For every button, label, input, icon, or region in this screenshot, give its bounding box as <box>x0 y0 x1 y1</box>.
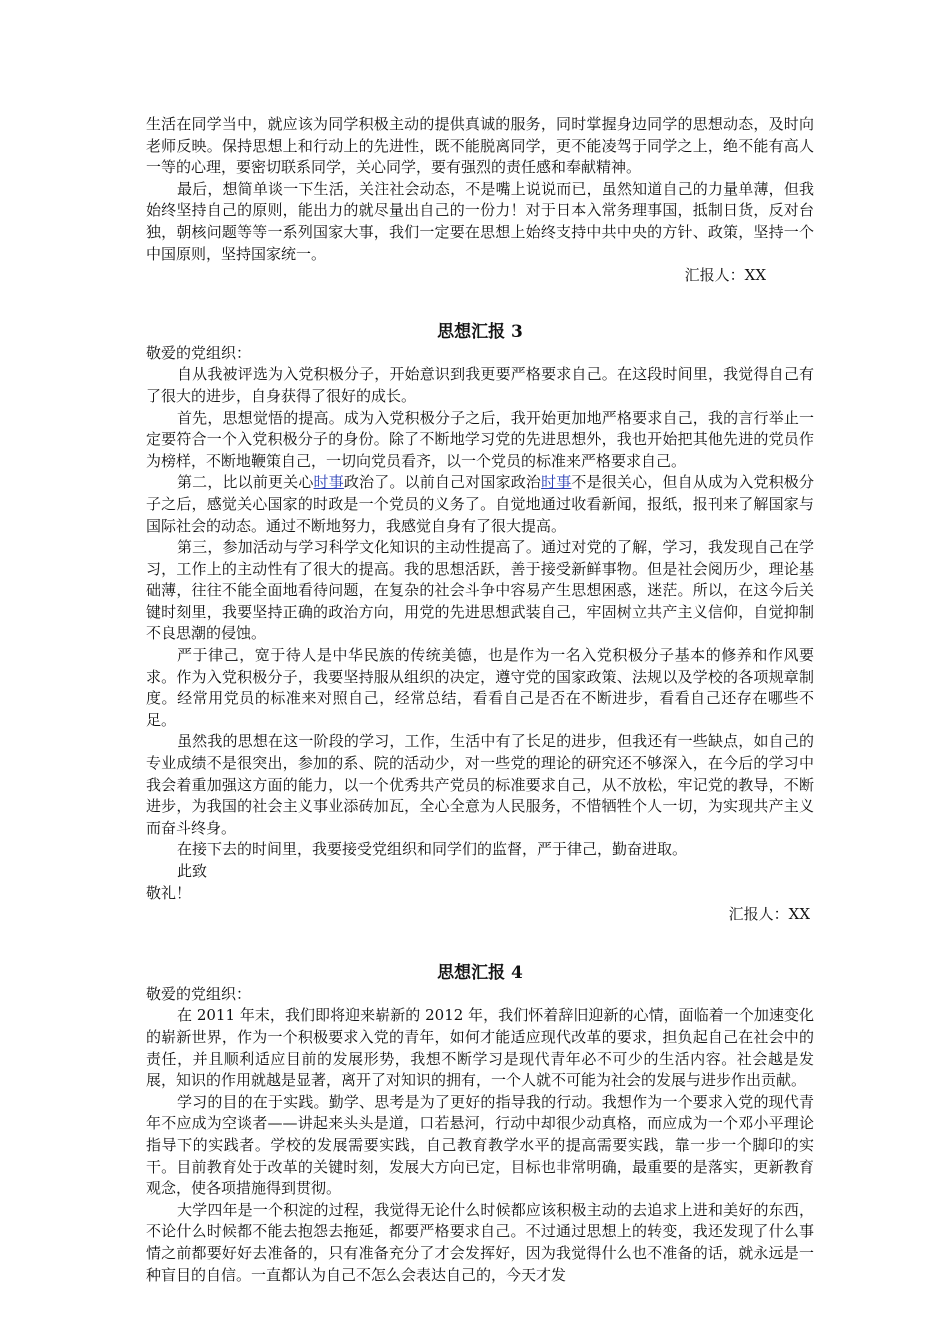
paragraph: 虽然我的思想在这一阶段的学习，工作，生活中有了长足的进步，但我还有一些缺点，如自己的专业成绩不是很突出，参加的系、院的活动少，对一些党的理论的研究还不够深入，在今后的学习中我会着重加强这方面的能力，以一个优秀共产党员的标准要求自己，从不放松，牢记党的教导，不断进步，为我国的社会主义事业添砖加瓦，全心全意为人民服务，不惜牺牲个人一切，为实现共产主义而奋斗终身。 <box>146 732 814 837</box>
signature: 汇报人：XX <box>684 266 766 285</box>
previous-report-section <box>146 114 814 287</box>
paragraph: 学习的目的在于实践。勤学、思考是为了更好的指导我的行动。我想作为一个要求入党的现代青年不应成为空谈者——讲起来头头是道，口若悬河，行动中却很少动真格，而应成为一个邓小平理论指导下的实践者。学校的发展需要实践，自己教育教学水平的提高需要实践，靠一步一个脚印的实干。目前教育处于改革的关键时刻，发展大方向已定，目标也非常明确，最重要的是落实，更新教育观念，使各项措施得到贯彻。 <box>146 1092 814 1198</box>
text-run: 第二，比以前更关心 <box>177 473 314 492</box>
paragraph: 第三，参加活动与学习科学文化知识的主动性提高了。通过对党的了解，学习，我发现自己在学习，工作上的主动性有了很大的提高。我的思想活跃，善于接受新鲜事物。但是社会阅历少，理论基础薄，往往不能全面地看待问题，在复杂的社会斗争中容易产生思想困惑，迷茫。所以，在这今后关键时刻里，我要坚持正确的政治方向，用党的先进思想武装自己，牢固树立共产主义信仰，自觉抑制不良思潮的侵蚀。 <box>146 538 814 643</box>
report-3-section <box>146 321 814 926</box>
current-affairs-link[interactable]: 时事 <box>313 473 344 492</box>
paragraph: 首先，思想觉悟的提高。成为入党积极分子之后，我开始更加地严格要求自己，我的言行举止一定要符合一个入党积极分子的身份。除了不断地学习党的先进思想外，我也开始把其他先进的党员作为榜样，不断地鞭策自己，一切向党员看齐，以一个党员的标准来严格要求自己。 <box>146 408 814 470</box>
closing-line: 此致 <box>177 862 208 880</box>
paragraph: 严于律己，宽于待人是中华民族的传统美德，也是作为一名入党积极分子基本的修养和作风要求。作为入党积极分子，我要坚持服从组织的决定，遵守党的国家政策、法规以及学校的各项规章制度。经常用党员的标准来对照自己，经常总结，看看自己是否在不断进步，看看自己还存在哪些不足。 <box>146 646 814 729</box>
text-run: 政治了。以前自己对国家政治 <box>343 473 542 492</box>
paragraph: 在接下去的时间里，我要接受党组织和同学们的监督，严于律己，勤奋进取。 <box>177 840 688 859</box>
document-page <box>146 114 814 1286</box>
closing-line: 敬礼！ <box>146 883 192 902</box>
paragraph: 在 2011 年末，我们即将迎来崭新的 2012 年，我们怀着辞旧迎新的心情，面临着一个加速变化的崭新世界，作为一个积极要求入党的青年，如何才能适应现代改革的要求，担负起自己在社会中的责任，并且顺利适应目前的发展形势，我想不断学习是现代青年必不可少的生活内容。社会越是发展，知识的作用就越是显著，离开了对知识的拥有，一个人就不可能为社会的发展与进步作出贡献。 <box>146 1006 814 1090</box>
paragraph <box>146 472 814 537</box>
salutation: 敬爱的党组织： <box>146 984 252 1003</box>
signature: 汇报人：XX <box>728 905 810 924</box>
text-run: 不是很关心，但自从成为入党积极分子之后，感觉关心国家的时政是一个党员的义务了。自觉地通过收看新闻，报纸，报刊来了解国家与国际社会的动态。通过不断地努力，我感觉自身有了很大提高。 <box>146 473 814 535</box>
paragraph: 自从我被评选为入党积极分子，开始意识到我更要严格要求自己。在这段时间里，我觉得自己有了很大的进步，自身获得了很好的成长。 <box>146 365 814 405</box>
paragraph: 最后，想简单谈一下生活，关注社会动态，不是嘴上说说而已，虽然知道自己的力量单薄，但我始终坚持自己的原则，能出力的就尽量出自己的一份力！对于日本入常务理事国，抵制日货，反对台独，朝核问题等等一系列国家大事，我们一定要在思想上始终支持中共中央的方针、政策，坚持一个中国原则，坚持国家统一。 <box>146 179 814 263</box>
paragraph: 大学四年是一个积淀的过程，我觉得无论什么时候都应该积极主动的去追求上进和美好的东西，不论什么时候都不能去抱怨去拖延，都要严格要求自己。不过通过思想上的转变，我还发现了什么事情之前都要好好去准备的，只有准备充分了才会发挥好，因为我觉得什么也不准备的话，就永远是一种盲目的自信。一直都认为自己不怎么会表达自己的，今天才发 <box>146 1200 814 1284</box>
salutation: 敬爱的党组织： <box>146 343 252 362</box>
report-4-section <box>146 962 814 1286</box>
report-title: 思想汇报 4 <box>437 962 523 983</box>
paragraph: 生活在同学当中，就应该为同学积极主动的提供真诚的服务，同时掌握身边同学的思想动态，及时向老师反映。保持思想上和行动上的先进性，既不能脱离同学，更不能凌驾于同学之上，绝不能有高人一等的心理，要密切联系同学，关心同学，要有强烈的责任感和奉献精神。 <box>146 115 814 177</box>
current-affairs-link[interactable]: 时事 <box>541 473 572 492</box>
report-title: 思想汇报 3 <box>437 321 523 342</box>
